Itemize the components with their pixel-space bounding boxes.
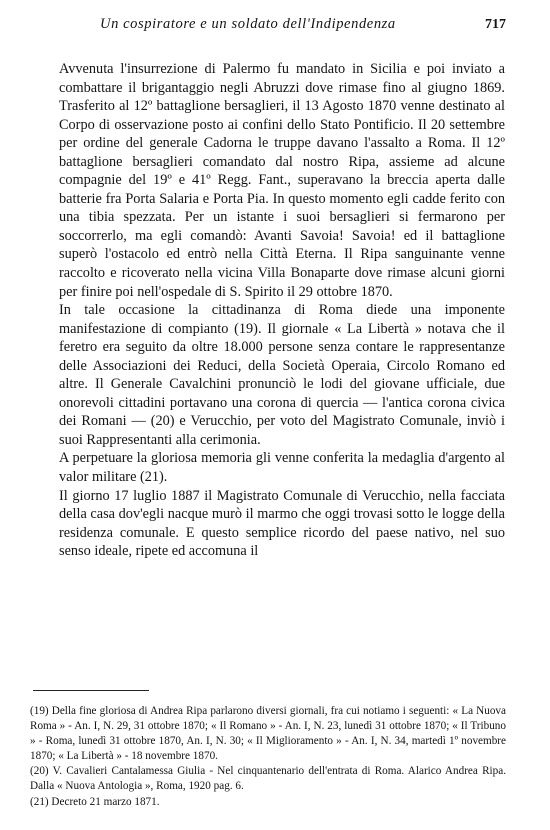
paragraph: In tale occasione la cittadinanza di Roma diede una imponente manifestazione di compianto (19). Il giornale « La Libertà » notava che il feretro era seguito da oltre 18.000 persone senza contare le rappresentanze delle Associazioni dei Reduci, della Società Operaia, Circolo Romano ed altre. Il Generale Cavalchini pronunciò le lodi del giovane ufficiale, due onorevoli cittadini portavano una corona di quercia — l'antica corona civica dei Romani — (20) e Verucchio, per voto del Magistrato Comunale, inviò i suoi Rappresentanti alla cerimonia.: [59, 302, 505, 448]
footnote-divider: [33, 690, 149, 691]
running-title: Un cospiratore e un soldato dell'Indipendenza: [100, 16, 396, 32]
footnotes: [30, 704, 506, 810]
footnote: (20) V. Cavalieri Cantalamessa Giulia - Nel cinquantenario dell'entrata di Roma. Alarico Andrea Ripa. Dalla « Nuova Antologia », Roma, 1920 pag. 6.: [30, 765, 506, 793]
footnote: (19) Della fine gloriosa di Andrea Ripa parlarono diversi giornali, fra cui notiamo i seguenti: « La Nuova Roma » - An. I, N. 29, 31 ottobre 1870; « Il Romano » - An. I, N. 23, lunedì 31 ottobre 1870; « Il Tribuno » - Roma, lunedì 31 ottobre 1870, An. I, N. 30; « Il Miglioramento » - An. I, N. 34, martedì 1º novembre 1870; « La Libertà » - 18 novembre 1870.: [30, 705, 506, 763]
paragraph: Il giorno 17 luglio 1887 il Magistrato Comunale di Verucchio, nella facciata della casa dov'egli nacque murò il marmo che oggi trovasi sotto le logge della residenza comunale. E questo semplice ricordo del paese nativo, nel suo senso ideale, ripete ed accomuna il: [59, 487, 505, 560]
footnote: (21) Decreto 21 marzo 1871.: [30, 795, 160, 808]
paragraph: A perpetuare la gloriosa memoria gli venne conferita la medaglia d'argento al valor militare (21).: [59, 450, 505, 486]
running-header: [100, 16, 506, 38]
page-number: 717: [485, 17, 506, 32]
paragraph: Avvenuta l'insurrezione di Palermo fu mandato in Sicilia e poi inviato a combattare il brigantaggio negli Abruzzi dove rimase fino al giugno 1869. Trasferito al 12º battaglione bersaglieri, il 13 Agosto 1870 venne destinato al Corpo di osservazione posto ai confini dello Stato Pontificio. Il 20 settembre per ordine del generale Cadorna le truppe davano l'assalto a Roma. Il 12º battaglione bersaglieri comandato dal nostro Ripa, assieme ad alcune compagnie del 19º e 41º Regg. Fant., superavano la breccia aperta dalle batterie fra Porta Salaria e Porta Pia. In questo momento egli cadde ferito con una tibia spezzata. Per un istante i suoi bersaglieri si fermarono per soccorrerlo, ma egli comandò: Avanti Savoia! Savoia! ed il battaglione superò l'ostacolo ed entrò nella Città Eterna. Il Ripa sanguinante venne raccolto e ricoverato nella vicina Villa Bonaparte dove rimase alcuni giorni per finire poi nell'ospedale di S. Spirito il 29 ottobre 1870.: [59, 61, 505, 300]
main-text: [59, 60, 505, 561]
